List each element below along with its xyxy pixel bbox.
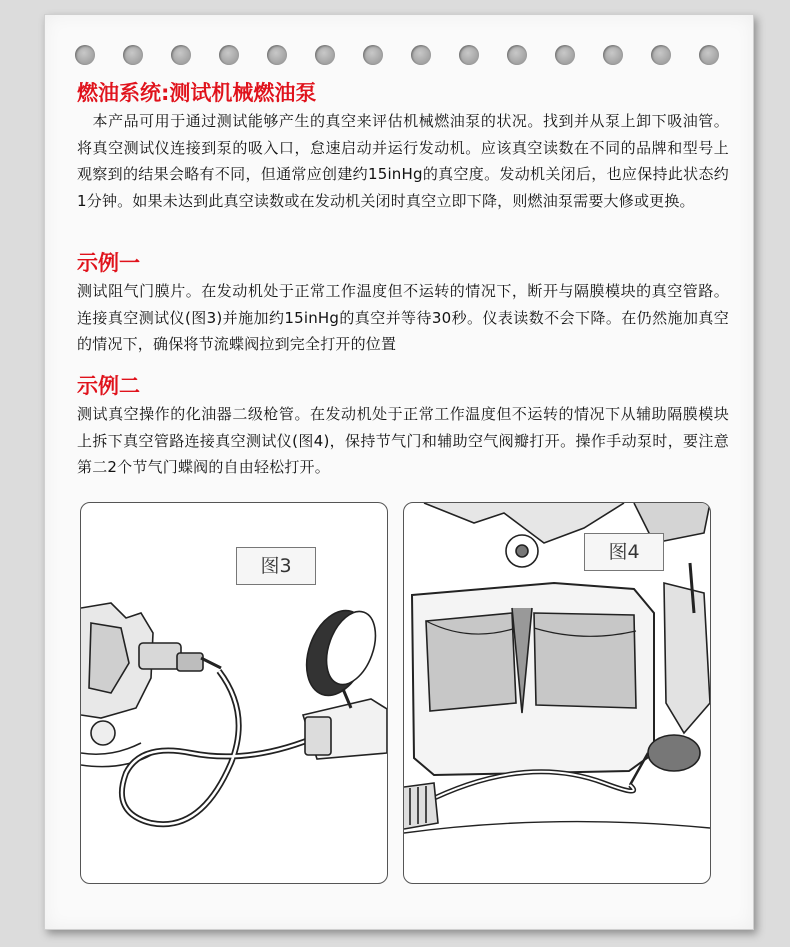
section-body-example-2: 测试真空操作的化油器二级枪管。在发动机处于正常工作温度但不运转的情况下从辅助隔膜模块上拆下真空管路连接真空测试仪(图4)，保持节气门和辅助空气阀瓣打开。操作手动泵时，要注意第二2个节气门蝶阀的自由轻松打开。 <box>77 405 729 476</box>
figure-4-label: 图4 <box>584 533 664 571</box>
binder-hole <box>363 45 383 65</box>
binder-hole <box>267 45 287 65</box>
binder-hole <box>171 45 191 65</box>
carburetor-secondary-barrel-illustration <box>404 503 710 883</box>
section-title-fuel-pump: 燃油系统:测试机械燃油泵 <box>77 81 317 105</box>
binder-hole <box>75 45 95 65</box>
binder-hole <box>459 45 479 65</box>
section-title-example-1: 示例一 <box>77 251 140 275</box>
binder-hole <box>555 45 575 65</box>
binder-hole <box>603 45 623 65</box>
binder-hole <box>123 45 143 65</box>
section-body-example-1: 测试阻气门膜片。在发动机处于正常工作温度但不运转的情况下，断开与隔膜模块的真空管路。连接真空测试仪(图3)并施加约15inHg的真空并等待30秒。仪表读数不会下降。在仍然施加真空的情况下，确保将节流蝶阀拉到完全打开的位置 <box>77 282 729 353</box>
binder-hole <box>651 45 671 65</box>
binder-hole <box>315 45 335 65</box>
binder-hole <box>411 45 431 65</box>
carburetor-vacuum-tester-illustration <box>81 503 387 883</box>
binder-holes <box>75 45 725 65</box>
figure-3-frame <box>80 502 388 884</box>
figure-3-label: 图3 <box>236 547 316 585</box>
binder-hole <box>507 45 527 65</box>
binder-hole <box>219 45 239 65</box>
binder-hole <box>699 45 719 65</box>
section-body-fuel-pump: 本产品可用于通过测试能够产生的真空来评估机械燃油泵的状况。找到并从泵上卸下吸油管。将真空测试仪连接到泵的吸入口，怠速启动并运行发动机。应该真空读数在不同的品牌和型号上观察到的结果会略有不同，但通常应创建约15inHg的真空度。发动机关闭后，也应保持此状态约1分钟。如果未达到此真空读数或在发动机关闭时真空立即下降，则燃油泵需要大修或更换。 <box>77 112 729 210</box>
notebook-page <box>44 14 754 930</box>
figure-4-frame <box>403 502 711 884</box>
section-title-example-2: 示例二 <box>77 374 140 398</box>
